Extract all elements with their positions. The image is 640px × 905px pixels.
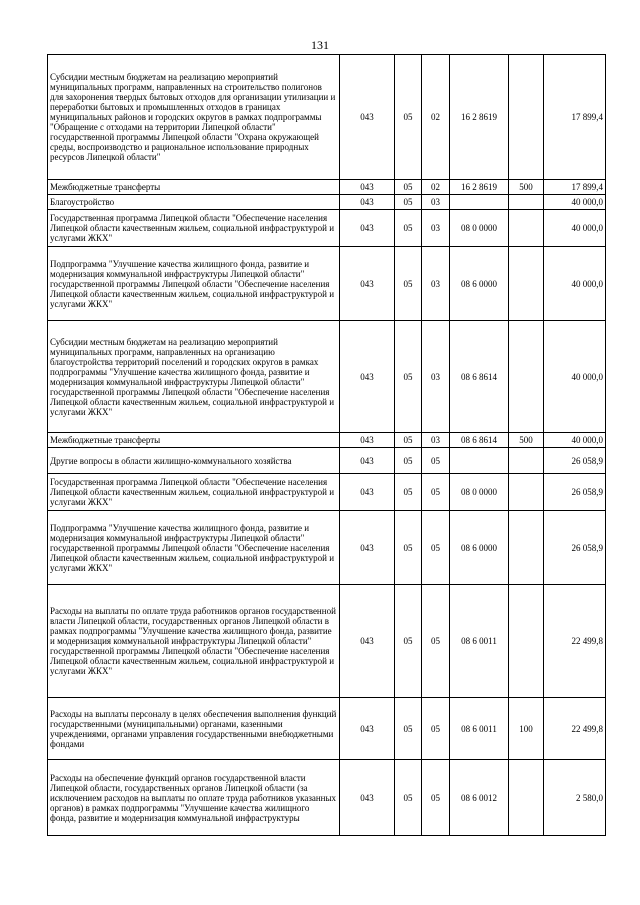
row-name: Подпрограмма "Улучшение качества жилищного фонда, развитие и модернизация коммунальной инфраструктуры Липецкой области" государственной программы Липецкой области "Обеспечение населения Липецкой области качественным жильем, социальной инфраструктурой и услугами ЖКХ" bbox=[48, 511, 340, 585]
amount: 40 000,0 bbox=[544, 210, 606, 247]
amount: 17 899,4 bbox=[544, 180, 606, 195]
row-name: Государственная программа Липецкой области "Обеспечение населения Липецкой области качественным жильем, социальной инфраструктурой и услугами ЖКХ" bbox=[48, 474, 340, 511]
subsection-code: 02 bbox=[422, 180, 450, 195]
section-code: 05 bbox=[395, 698, 422, 760]
table-row bbox=[48, 760, 606, 836]
ministry-code: 043 bbox=[340, 321, 395, 433]
target-article-code: 08 6 0011 bbox=[450, 698, 509, 760]
expense-type-code: 500 bbox=[509, 433, 544, 448]
row-name: Подпрограмма "Улучшение качества жилищного фонда, развитие и модернизация коммунальной инфраструктуры Липецкой области" государственной программы Липецкой области "Обеспечение населения Липецкой области качественным жильем, социальной инфраструктурой и услугами ЖКХ" bbox=[48, 247, 340, 321]
section-code: 05 bbox=[395, 210, 422, 247]
expense-type-code bbox=[509, 760, 544, 836]
target-article-code: 08 0 0000 bbox=[450, 474, 509, 511]
section-code: 05 bbox=[395, 195, 422, 210]
target-article-code: 08 6 0000 bbox=[450, 247, 509, 321]
row-name: Субсидии местным бюджетам на реализацию мероприятий муниципальных программ, направленных на организацию благоустройства территорий поселений и городских округов в рамках подпрограммы "Улучшение качества жилищного фонда, развитие и модернизация коммунальной инфраструктуры Липецкой области" государственной программы Липецкой области "Обеспечение населения Липецкой области качественным жильем, социальной инфраструктурой и услугами ЖКХ" bbox=[48, 321, 340, 433]
table-row bbox=[48, 448, 606, 474]
section-code: 05 bbox=[395, 585, 422, 698]
section-code: 05 bbox=[395, 433, 422, 448]
target-article-code bbox=[450, 448, 509, 474]
target-article-code: 08 6 0011 bbox=[450, 585, 509, 698]
subsection-code: 05 bbox=[422, 585, 450, 698]
subsection-code: 02 bbox=[422, 55, 450, 180]
subsection-code: 05 bbox=[422, 474, 450, 511]
row-name: Субсидии местным бюджетам на реализацию мероприятий муниципальных программ, направленных на строительство полигонов для захоронения твердых бытовых отходов для организации утилизации и переработки бытовых и промышленных отходов в границах муниципальных районов и городских округов в рамках подпрограммы "Обращение с отходами на территории Липецкой области" государственной программы Липецкой области "Охрана окружающей среды, воспроизводство и рациональное использование природных ресурсов Липецкой области" bbox=[48, 55, 340, 180]
row-name: Благоустройство bbox=[48, 195, 340, 210]
table-row bbox=[48, 55, 606, 180]
section-code: 05 bbox=[395, 511, 422, 585]
expense-type-code: 500 bbox=[509, 180, 544, 195]
expense-type-code bbox=[509, 55, 544, 180]
amount: 2 580,0 bbox=[544, 760, 606, 836]
expense-type-code bbox=[509, 247, 544, 321]
table-row bbox=[48, 247, 606, 321]
section-code: 05 bbox=[395, 760, 422, 836]
ministry-code: 043 bbox=[340, 180, 395, 195]
subsection-code: 05 bbox=[422, 698, 450, 760]
expense-type-code bbox=[509, 321, 544, 433]
subsection-code: 05 bbox=[422, 760, 450, 836]
expense-type-code bbox=[509, 511, 544, 585]
subsection-code: 05 bbox=[422, 448, 450, 474]
budget-table bbox=[47, 54, 606, 836]
amount: 40 000,0 bbox=[544, 433, 606, 448]
ministry-code: 043 bbox=[340, 698, 395, 760]
expense-type-code bbox=[509, 474, 544, 511]
row-name: Расходы на выплаты персоналу в целях обеспечения выполнения функций государственными (муниципальными) органами, казенными учреждениями, органами управления государственными внебюджетными фондами bbox=[48, 698, 340, 760]
amount: 22 499,8 bbox=[544, 585, 606, 698]
amount: 26 058,9 bbox=[544, 448, 606, 474]
section-code: 05 bbox=[395, 247, 422, 321]
amount: 40 000,0 bbox=[544, 321, 606, 433]
row-name: Межбюджетные трансферты bbox=[48, 433, 340, 448]
row-name: Другие вопросы в области жилищно-коммунального хозяйства bbox=[48, 448, 340, 474]
table-row bbox=[48, 433, 606, 448]
ministry-code: 043 bbox=[340, 247, 395, 321]
target-article-code: 08 6 0012 bbox=[450, 760, 509, 836]
ministry-code: 043 bbox=[340, 760, 395, 836]
expense-type-code bbox=[509, 195, 544, 210]
section-code: 05 bbox=[395, 474, 422, 511]
amount: 40 000,0 bbox=[544, 195, 606, 210]
row-name: Государственная программа Липецкой области "Обеспечение населения Липецкой области качественным жильем, социальной инфраструктурой и услугами ЖКХ" bbox=[48, 210, 340, 247]
row-name: Межбюджетные трансферты bbox=[48, 180, 340, 195]
ministry-code: 043 bbox=[340, 195, 395, 210]
expense-type-code: 100 bbox=[509, 698, 544, 760]
ministry-code: 043 bbox=[340, 433, 395, 448]
amount: 26 058,9 bbox=[544, 511, 606, 585]
target-article-code: 16 2 8619 bbox=[450, 180, 509, 195]
section-code: 05 bbox=[395, 55, 422, 180]
amount: 40 000,0 bbox=[544, 247, 606, 321]
page-number: 131 bbox=[311, 38, 329, 52]
target-article-code: 08 6 8614 bbox=[450, 321, 509, 433]
expense-type-code bbox=[509, 585, 544, 698]
target-article-code: 08 0 0000 bbox=[450, 210, 509, 247]
table-row bbox=[48, 210, 606, 247]
section-code: 05 bbox=[395, 321, 422, 433]
table-row bbox=[48, 511, 606, 585]
target-article-code bbox=[450, 195, 509, 210]
target-article-code: 08 6 8614 bbox=[450, 433, 509, 448]
subsection-code: 03 bbox=[422, 247, 450, 321]
subsection-code: 03 bbox=[422, 210, 450, 247]
table-row bbox=[48, 585, 606, 698]
ministry-code: 043 bbox=[340, 585, 395, 698]
table-row bbox=[48, 698, 606, 760]
row-name: Расходы на выплаты по оплате труда работников органов государственной власти Липецкой области, государственных органов Липецкой области в рамках подпрограммы "Улучшение качества жилищного фонда, развитие и модернизация коммунальной инфраструктуры Липецкой области" государственной программы Липецкой области "Обеспечение населения Липецкой области качественным жильем, социальной инфраструктурой и услугами ЖКХ" bbox=[48, 585, 340, 698]
ministry-code: 043 bbox=[340, 474, 395, 511]
expense-type-code bbox=[509, 448, 544, 474]
amount: 26 058,9 bbox=[544, 474, 606, 511]
target-article-code: 08 6 0000 bbox=[450, 511, 509, 585]
ministry-code: 043 bbox=[340, 210, 395, 247]
table-row bbox=[48, 180, 606, 195]
table-row bbox=[48, 321, 606, 433]
amount: 17 899,4 bbox=[544, 55, 606, 180]
subsection-code: 05 bbox=[422, 511, 450, 585]
row-name: Расходы на обеспечение функций органов государственной власти Липецкой области, государственных органов Липецкой области (за исключением расходов на выплаты по оплате труда работников указанных органов) в рамках подпрограммы "Улучшение качества жилищного фонда, развитие и модернизация коммунальной инфраструктуры bbox=[48, 760, 340, 836]
section-code: 05 bbox=[395, 180, 422, 195]
section-code: 05 bbox=[395, 448, 422, 474]
subsection-code: 03 bbox=[422, 195, 450, 210]
ministry-code: 043 bbox=[340, 55, 395, 180]
table-row bbox=[48, 474, 606, 511]
subsection-code: 03 bbox=[422, 433, 450, 448]
expense-type-code bbox=[509, 210, 544, 247]
table-row bbox=[48, 195, 606, 210]
amount: 22 499,8 bbox=[544, 698, 606, 760]
subsection-code: 03 bbox=[422, 321, 450, 433]
target-article-code: 16 2 8619 bbox=[450, 55, 509, 180]
ministry-code: 043 bbox=[340, 448, 395, 474]
ministry-code: 043 bbox=[340, 511, 395, 585]
